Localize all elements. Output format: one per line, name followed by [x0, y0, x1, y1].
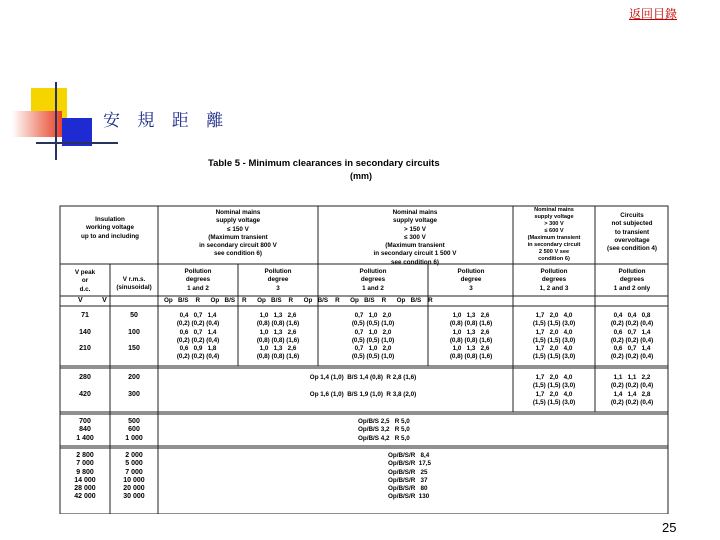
- block2-vrms: 200 300: [128, 374, 140, 398]
- header-pollution-3: Pollution degrees 1 and 2: [359, 268, 387, 292]
- block1-vrms: 50 100 150: [128, 312, 140, 353]
- block3-vpeak: 700 840 1 400: [76, 418, 94, 442]
- table-unit: (mm): [350, 171, 372, 181]
- header-no-transient: Circuits not subjected to transient overvoltage (see condition 4): [606, 212, 658, 253]
- header-insulation: Insulation working voltage up to and including: [80, 216, 140, 240]
- header-group-150v: Nominal mains supply voltage ≤ 150 V (Maximum transient in secondary circuit 800 V see condition 6): [199, 209, 277, 258]
- header-pollution-1: Pollution degrees 1 and 2: [184, 268, 212, 292]
- header-sub-columns: Op B/S R Op B/S R Op B/S R Op B/S R Op B/S R Op B/S R: [164, 297, 433, 304]
- page-number: 25: [662, 520, 677, 535]
- header-vpeak: V peak or d.c.: [74, 269, 96, 293]
- block2-combined: Op 1,4 (1,0) B/S 1,4 (0,8) R 2,8 (1,6) Op 1,6 (1,0) B/S 1,9 (1,0) R 3,8 (2,0): [309, 374, 417, 398]
- table-title: Table 5 - Minimum clearances in secondary circuits: [208, 158, 440, 169]
- header-group-600v: Nominal mains supply voltage > 300 V ≤ 600 V (Maximum transient in secondary circuit 2 500 V see condition 6): [527, 207, 581, 262]
- block1-pollution-3: 0,7 1,0 2,0 (0,5) (0,5) (1,0) 0,7 1,0 2,0 (0,5) (0,5) (1,0) 0,7 1,0 2,0 (0,5) (0,5) (1,0): [351, 312, 395, 361]
- block2-pollution-5: 1,7 2,0 4,0 (1,5) (1,5) (3,0) 1,7 2,0 4,0 (1,5) (1,5) (3,0): [532, 374, 576, 406]
- block2-pollution-6: 1,1 1,1 2,2 (0,2) (0,2) (0,4) 1,4 1,4 2,8 (0,2) (0,2) (0,4): [610, 374, 654, 406]
- header-pollution-6: Pollution degrees 1 and 2 only: [613, 268, 651, 292]
- decor-horizontal-line: [36, 142, 118, 144]
- header-pollution-2: Pollution degree 3: [264, 268, 292, 292]
- header-units: V V: [78, 297, 107, 304]
- header-pollution-5: Pollution degrees 1, 2 and 3: [539, 268, 569, 292]
- block1-vpeak: 71 140 210: [79, 312, 91, 353]
- header-pollution-4: Pollution degree 3: [457, 268, 485, 292]
- header-group-300v: Nominal mains supply voltage > 150 V ≤ 300 V (Maximum transient in secondary circuit 1 500 V see condition 6): [373, 209, 457, 266]
- block3-combined: Op/B/S 2,5 R 5,0 Op/B/S 3,2 R 5,0 Op/B/S 4,2 R 5,0: [358, 418, 410, 442]
- block1-pollution-6: 0,4 0,4 0,8 (0,2) (0,2) (0,4) 0,6 0,7 1,4 (0,2) (0,2) (0,4) 0,6 0,7 1,4 (0,2) (0,2) (0,4): [610, 312, 654, 361]
- block4-vpeak: 2 800 7 000 9 800 14 000 28 000 42 000: [74, 452, 96, 501]
- block4-combined: Op/B/S/R 8,4 Op/B/S/R 17,5 Op/B/S/R 25 Op/B/S/R 37 Op/B/S/R 80 Op/B/S/R 130: [388, 452, 432, 501]
- block1-pollution-2: 1,0 1,3 2,6 (0,8) (0,8) (1,6) 1,0 1,3 2,6 (0,8) (0,8) (1,6) 1,0 1,3 2,6 (0,8) (0,8) (1,6): [256, 312, 300, 361]
- block2-vpeak: 280 420: [79, 374, 91, 398]
- header-vrms: V r.m.s. (sinusoidal): [116, 276, 152, 292]
- block1-pollution-1: 0,4 0,7 1,4 (0,2) (0,2) (0,4) 0,6 0,7 1,4 (0,2) (0,2) (0,4) 0,6 0,9 1,8 (0,2) (0,2) (0,4): [176, 312, 220, 361]
- block1-pollution-4: 1,0 1,3 2,6 (0,8) (0,8) (1,6) 1,0 1,3 2,6 (0,8) (0,8) (1,6) 1,0 1,3 2,6 (0,8) (0,8) (1,6): [449, 312, 493, 361]
- block3-vrms: 500 600 1 000: [125, 418, 143, 442]
- slide-heading: 安 規 距 離: [103, 111, 230, 131]
- block1-pollution-5: 1,7 2,0 4,0 (1,5) (1,5) (3,0) 1,7 2,0 4,0 (1,5) (1,5) (3,0) 1,7 2,0 4,0 (1,5) (1,5) (3,0): [532, 312, 576, 361]
- back-to-contents-link[interactable]: 返回目錄: [629, 7, 678, 21]
- block4-vrms: 2 000 5 000 7 000 10 000 20 000 30 000: [123, 452, 145, 501]
- clearance-table: [58, 156, 670, 514]
- decor-vertical-line: [55, 82, 57, 160]
